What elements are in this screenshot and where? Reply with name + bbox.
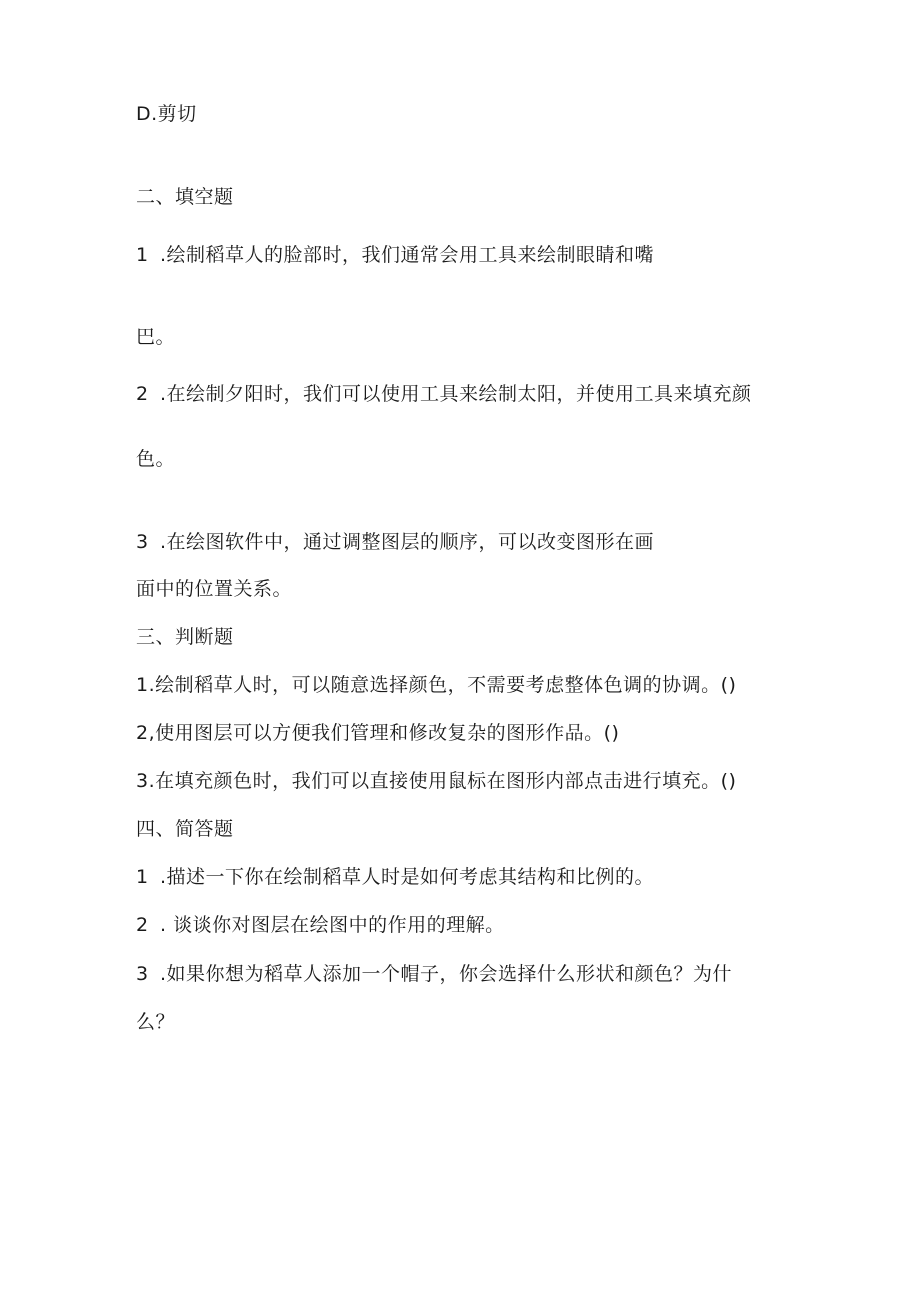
question-text: .如果你想为稻草人添加一个帽子，你会选择什么形状和颜色？为什 — [160, 963, 733, 985]
question-number: 1 — [136, 244, 149, 266]
fill-blank-question-3-line-2: 面中的位置关系。 — [136, 578, 293, 600]
question-text: .绘制稻草人的脸部时，我们通常会用工具来绘制眼睛和嘴 — [160, 244, 655, 266]
question-text: . 谈谈你对图层在绘图中的作用的理解。 — [160, 914, 505, 936]
fill-blank-question-3-line-1 — [136, 530, 654, 554]
section-heading-short-answer: 四、简答题 — [136, 818, 234, 840]
question-text: .在绘图软件中，通过调整图层的顺序，可以改变图形在画 — [160, 531, 655, 553]
question-number: 1 — [136, 866, 149, 888]
question-number: 2 — [136, 383, 149, 405]
true-false-question-2: 2,使用图层可以方便我们管理和修改复杂的图形作品。() — [136, 722, 620, 744]
true-false-question-3: 3.在填充颜色时，我们可以直接使用鼠标在图形内部点击进行填充。() — [136, 770, 737, 792]
question-text: .在绘制夕阳时，我们可以使用工具来绘制太阳，并使用工具来填充颜 — [160, 383, 752, 405]
section-heading-true-false: 三、判断题 — [136, 626, 234, 648]
option-d: D.剪切 — [136, 103, 197, 125]
short-answer-question-1 — [136, 865, 654, 889]
section-heading-fill-blank: 二、填空题 — [136, 186, 234, 208]
fill-blank-question-2-line-2: 色。 — [136, 448, 176, 470]
question-text: .描述一下你在绘制稻草人时是如何考虑其结构和比例的。 — [160, 866, 655, 888]
fill-blank-question-1-line-2: 巴。 — [136, 326, 176, 348]
question-number: 3 — [136, 963, 149, 985]
question-number: 2 — [136, 914, 149, 936]
short-answer-question-3-line-2: 么？ — [136, 1011, 176, 1033]
question-number: 3 — [136, 531, 149, 553]
fill-blank-question-1-line-1 — [136, 243, 654, 267]
short-answer-question-3-line-1 — [136, 962, 732, 986]
true-false-question-1: 1.绘制稻草人时，可以随意选择颜色，不需要考虑整体色调的协调。() — [136, 674, 737, 696]
fill-blank-question-2-line-1 — [136, 382, 752, 406]
short-answer-question-2 — [136, 913, 505, 937]
